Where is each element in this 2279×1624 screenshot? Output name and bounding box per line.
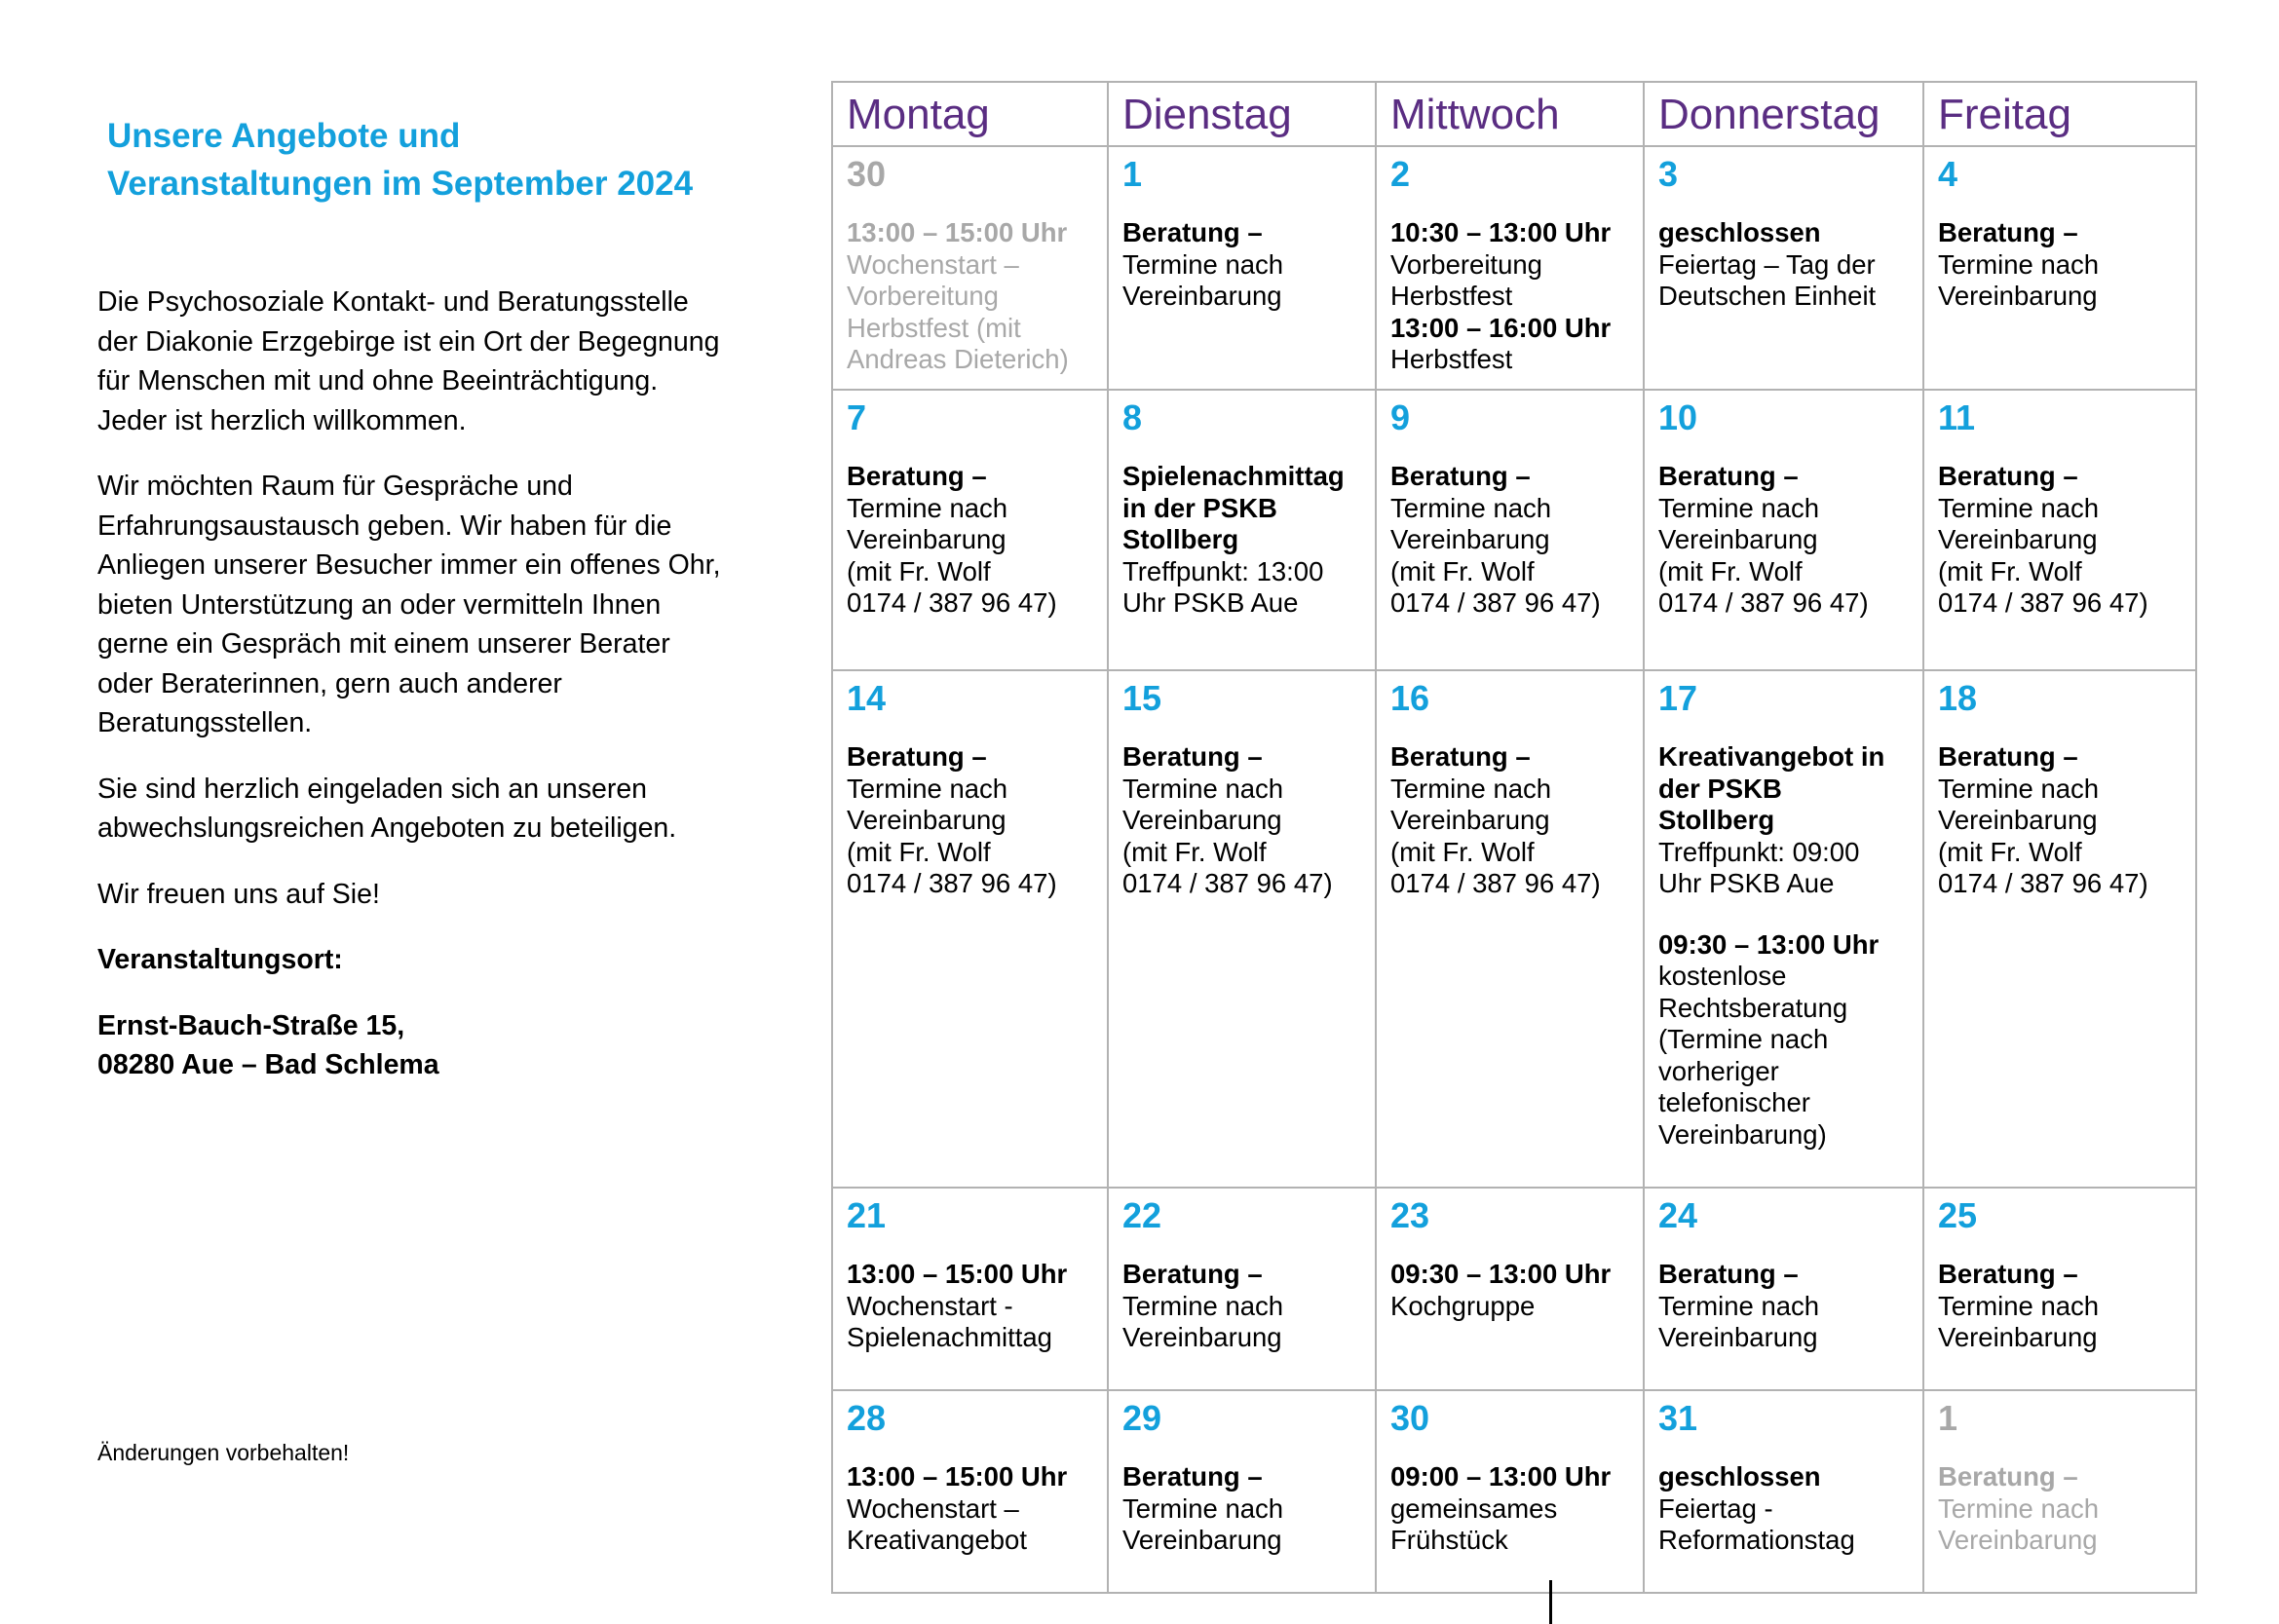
event-detail: Kochgruppe bbox=[1390, 1290, 1536, 1321]
day-number: 30 bbox=[1390, 1398, 1430, 1438]
event-title: 13:00 – 16:00 Uhr bbox=[1390, 312, 1612, 343]
event-detail: vorheriger bbox=[1658, 1055, 1779, 1086]
venue-label: Veranstaltungsort: bbox=[97, 944, 343, 975]
event-detail: Vereinbarung bbox=[1390, 524, 1550, 554]
event-detail: Vereinbarung bbox=[1938, 524, 2098, 554]
event-detail: Vereinbarung) bbox=[1658, 1118, 1827, 1150]
day-number: 16 bbox=[1390, 678, 1430, 718]
event-detail: Termine nach bbox=[1658, 1290, 1820, 1321]
day-number: 30 bbox=[847, 154, 887, 194]
day-number: 18 bbox=[1938, 678, 1978, 718]
event-title: 09:30 – 13:00 Uhr bbox=[1390, 1259, 1612, 1289]
event-title: geschlossen bbox=[1658, 217, 1821, 247]
event-detail: Vereinbarung bbox=[1122, 1525, 1282, 1555]
day-number: 25 bbox=[1938, 1195, 1978, 1235]
calendar-table bbox=[831, 81, 2197, 1594]
calendar-day-cell bbox=[1923, 1188, 2196, 1390]
calendar-day-cell bbox=[1923, 390, 2196, 670]
event-detail: Termine nach bbox=[847, 492, 1008, 523]
event-detail: Termine nach bbox=[1390, 773, 1552, 804]
event-detail: Vereinbarung bbox=[1938, 805, 2098, 835]
event-detail: (mit Fr. Wolf bbox=[1658, 555, 1803, 586]
event-detail: Termine nach bbox=[1122, 1290, 1284, 1321]
calendar-day-cell bbox=[832, 1188, 1108, 1390]
event-detail: Wochenstart – bbox=[847, 248, 1019, 280]
event-title: Beratung – bbox=[1938, 741, 2078, 772]
address-line-1: Ernst-Bauch-Straße 15, bbox=[97, 1009, 405, 1041]
event-detail: 0174 / 387 96 47) bbox=[1122, 868, 1333, 898]
event-detail: Herbstfest bbox=[1390, 281, 1513, 311]
calendar-day-cell bbox=[1108, 1188, 1376, 1390]
day-number: 14 bbox=[847, 678, 887, 718]
calendar-day-cell bbox=[1376, 670, 1644, 1188]
event-detail: Herbstfest bbox=[1390, 344, 1513, 374]
event-title: Beratung – bbox=[1122, 1259, 1263, 1289]
day-number: 1 bbox=[1122, 154, 1143, 194]
day-number: 31 bbox=[1658, 1398, 1698, 1438]
header-dienstag: Dienstag bbox=[1108, 82, 1376, 146]
event-detail: Vereinbarung bbox=[1122, 1322, 1282, 1352]
event-title: Kreativangebot in bbox=[1658, 741, 1885, 772]
calendar-week-row bbox=[832, 146, 2196, 390]
event-detail: (Termine nach bbox=[1658, 1024, 1829, 1054]
intro-paragraph-3: Sie sind herzlich eingeladen sich an unseren abwechslungsreichen Angeboten zu beteiligen. bbox=[97, 773, 677, 844]
event-title: Stollberg bbox=[1122, 524, 1239, 554]
calendar-day-cell bbox=[1923, 146, 2196, 390]
day-number: 22 bbox=[1122, 1195, 1162, 1235]
day-number: 8 bbox=[1122, 397, 1143, 437]
header-donnerstag: Donnerstag bbox=[1644, 82, 1923, 146]
event-detail: Termine nach bbox=[1122, 1492, 1284, 1524]
event-detail: Termine nach bbox=[1938, 1492, 2100, 1524]
event-detail: Andreas Dieterich) bbox=[847, 344, 1069, 374]
day-number: 24 bbox=[1658, 1195, 1698, 1235]
calendar-day-cell bbox=[1376, 390, 1644, 670]
event-detail: Uhr PSKB Aue bbox=[1658, 868, 1835, 898]
event-detail: (mit Fr. Wolf bbox=[1938, 836, 2082, 867]
day-number: 17 bbox=[1658, 678, 1698, 718]
event-title: Beratung – bbox=[1938, 217, 2078, 247]
event-detail: 0174 / 387 96 47) bbox=[1938, 868, 2148, 898]
calendar-day-cell bbox=[1108, 1390, 1376, 1593]
page-title bbox=[107, 112, 789, 208]
calendar-day-cell bbox=[832, 670, 1108, 1188]
address-line-2: 08280 Aue – Bad Schlema bbox=[97, 1049, 439, 1080]
event-title: in der PSKB bbox=[1122, 492, 1277, 523]
event-detail: Wochenstart – bbox=[847, 1492, 1019, 1524]
event-detail: 0174 / 387 96 47) bbox=[1390, 587, 1601, 618]
intro-paragraph-4: Wir freuen uns auf Sie! bbox=[97, 878, 380, 910]
event-detail: (mit Fr. Wolf bbox=[847, 555, 991, 586]
day-number: 28 bbox=[847, 1398, 887, 1438]
header-freitag: Freitag bbox=[1923, 82, 2196, 146]
event-detail: Treffpunkt: 13:00 bbox=[1122, 555, 1324, 586]
event-title: Beratung – bbox=[1122, 217, 1263, 247]
calendar-header-row bbox=[832, 82, 2196, 146]
event-detail: Kreativangebot bbox=[847, 1525, 1027, 1555]
event-detail: Termine nach bbox=[1938, 248, 2100, 280]
calendar-day-cell bbox=[1376, 1188, 1644, 1390]
event-detail: Termine nach bbox=[1122, 248, 1284, 280]
event-detail: Feiertag – Tag der bbox=[1658, 248, 1876, 280]
event-detail: (mit Fr. Wolf bbox=[1390, 555, 1535, 586]
calendar-day-cell bbox=[1644, 670, 1923, 1188]
event-title: 13:00 – 15:00 Uhr bbox=[847, 1461, 1068, 1492]
event-title: Beratung – bbox=[1390, 461, 1531, 491]
event-detail: 0174 / 387 96 47) bbox=[847, 587, 1057, 618]
event-title: Beratung – bbox=[1938, 461, 2078, 491]
event-detail: Deutschen Einheit bbox=[1658, 281, 1877, 311]
calendar-day-cell bbox=[1923, 670, 2196, 1188]
event-detail: Vereinbarung bbox=[1122, 281, 1282, 311]
day-number: 3 bbox=[1658, 154, 1679, 194]
event-detail: 0174 / 387 96 47) bbox=[1390, 868, 1601, 898]
event-title: 09:30 – 13:00 Uhr bbox=[1658, 928, 1880, 960]
event-detail: Reformationstag bbox=[1658, 1525, 1855, 1555]
calendar-body bbox=[832, 146, 2196, 1593]
day-number: 21 bbox=[847, 1195, 887, 1235]
event-title: 13:00 – 15:00 Uhr bbox=[847, 217, 1068, 247]
event-detail: Wochenstart - bbox=[847, 1290, 1013, 1321]
title-line-1: Unsere Angebote und bbox=[107, 117, 461, 155]
calendar-day-cell bbox=[1108, 146, 1376, 390]
event-detail: Termine nach bbox=[1390, 492, 1552, 523]
day-number: 10 bbox=[1658, 397, 1698, 437]
header-mittwoch: Mittwoch bbox=[1376, 82, 1644, 146]
event-detail: (mit Fr. Wolf bbox=[1390, 836, 1535, 867]
event-title: Beratung – bbox=[1122, 741, 1263, 772]
event-title: Beratung – bbox=[1938, 1461, 2078, 1492]
event-detail: Vereinbarung bbox=[847, 524, 1007, 554]
calendar-day-cell bbox=[1644, 1188, 1923, 1390]
day-number: 29 bbox=[1122, 1398, 1162, 1438]
event-title: der PSKB bbox=[1658, 773, 1782, 804]
event-detail: 0174 / 387 96 47) bbox=[1658, 587, 1869, 618]
event-detail: Vereinbarung bbox=[1390, 805, 1550, 835]
title-line-2: Veranstaltungen im September 2024 bbox=[107, 165, 694, 203]
event-detail: kostenlose bbox=[1658, 961, 1787, 991]
day-number: 2 bbox=[1390, 154, 1411, 194]
event-detail: (mit Fr. Wolf bbox=[1938, 555, 2082, 586]
event-title: Beratung – bbox=[1658, 1259, 1799, 1289]
header-montag: Montag bbox=[832, 82, 1108, 146]
intro-paragraph-2: Wir möchten Raum für Gespräche und Erfahrungsaustausch geben. Wir haben für die Anliegen unserer Besucher immer ein offenes Ohr, bieten Unterstützung an oder vermitteln Ihnen gerne ein Gespräch mit einem unserer Berater oder Beraterinnen, gern auch anderer Beratungsstellen. bbox=[97, 471, 721, 738]
day-number: 7 bbox=[847, 397, 867, 437]
event-detail: Spielenachmittag bbox=[847, 1322, 1052, 1352]
event-detail: Vorbereitung bbox=[847, 281, 999, 311]
event-detail: Feiertag - bbox=[1658, 1492, 1773, 1524]
calendar-day-cell bbox=[832, 146, 1108, 390]
calendar-day-cell bbox=[1923, 1390, 2196, 1593]
event-detail: Rechtsberatung bbox=[1658, 992, 1848, 1023]
event-detail: Vereinbarung bbox=[1658, 1322, 1818, 1352]
event-title: Beratung – bbox=[847, 741, 987, 772]
event-detail: Termine nach bbox=[1122, 773, 1284, 804]
event-detail: Vereinbarung bbox=[1938, 1322, 2098, 1352]
event-detail: Termine nach bbox=[1938, 492, 2100, 523]
event-detail: 0174 / 387 96 47) bbox=[847, 868, 1057, 898]
event-spacer bbox=[1658, 900, 1913, 929]
day-number: 4 bbox=[1938, 154, 1958, 194]
event-detail: Termine nach bbox=[1938, 773, 2100, 804]
calendar-week-row bbox=[832, 1390, 2196, 1593]
event-detail: Termine nach bbox=[1658, 492, 1820, 523]
event-detail: 0174 / 387 96 47) bbox=[1938, 587, 2148, 618]
day-number: 9 bbox=[1390, 397, 1411, 437]
cut-mark bbox=[1549, 1580, 1552, 1624]
calendar-day-cell bbox=[1108, 670, 1376, 1188]
calendar-day-cell bbox=[832, 390, 1108, 670]
day-number: 15 bbox=[1122, 678, 1162, 718]
event-detail: Vereinbarung bbox=[1938, 1525, 2098, 1555]
event-title: geschlossen bbox=[1658, 1461, 1821, 1492]
event-title: 10:30 – 13:00 Uhr bbox=[1390, 217, 1612, 247]
event-detail: Frühstück bbox=[1390, 1525, 1508, 1555]
event-detail: Termine nach bbox=[1938, 1290, 2100, 1321]
event-detail: (mit Fr. Wolf bbox=[1122, 836, 1267, 867]
event-detail: Vereinbarung bbox=[1658, 524, 1818, 554]
event-detail: Herbstfest (mit bbox=[847, 312, 1021, 343]
calendar-day-cell bbox=[1644, 390, 1923, 670]
event-title: Beratung – bbox=[1938, 1259, 2078, 1289]
event-detail: Vorbereitung bbox=[1390, 248, 1542, 280]
event-title: Beratung – bbox=[847, 461, 987, 491]
calendar-week-row bbox=[832, 1188, 2196, 1390]
calendar-day-cell bbox=[832, 1390, 1108, 1593]
calendar-day-cell bbox=[1376, 146, 1644, 390]
day-number: 11 bbox=[1938, 397, 1976, 437]
event-detail: Treffpunkt: 09:00 bbox=[1658, 836, 1860, 867]
calendar-day-cell bbox=[1376, 1390, 1644, 1593]
calendar-day-cell bbox=[1108, 390, 1376, 670]
day-number: 1 bbox=[1938, 1398, 1958, 1438]
event-title: Beratung – bbox=[1122, 1461, 1263, 1492]
intro-paragraph-1: Die Psychosoziale Kontakt- und Beratungsstelle der Diakonie Erzgebirge ist ein Ort der Begegnung für Menschen mit und ohne Beeinträchtigung. Jeder ist herzlich willkommen. bbox=[97, 286, 720, 436]
day-number: 23 bbox=[1390, 1195, 1430, 1235]
calendar-week-row bbox=[832, 390, 2196, 670]
venue-address bbox=[97, 1006, 721, 1085]
event-title: Beratung – bbox=[1658, 461, 1799, 491]
event-title: Beratung – bbox=[1390, 741, 1531, 772]
event-detail: telefonischer bbox=[1658, 1087, 1810, 1117]
event-detail: Vereinbarung bbox=[1938, 281, 2098, 311]
calendar-day-cell bbox=[1644, 146, 1923, 390]
intro-text bbox=[97, 283, 721, 1112]
event-detail: Uhr PSKB Aue bbox=[1122, 587, 1299, 618]
event-detail: Vereinbarung bbox=[1122, 805, 1282, 835]
event-title: 13:00 – 15:00 Uhr bbox=[847, 1259, 1068, 1289]
event-detail: gemeinsames bbox=[1390, 1492, 1558, 1524]
event-detail: Vereinbarung bbox=[847, 805, 1007, 835]
calendar-week-row bbox=[832, 670, 2196, 1188]
event-detail: (mit Fr. Wolf bbox=[847, 836, 991, 867]
event-title: Spielenachmittag bbox=[1122, 461, 1345, 491]
calendar-day-cell bbox=[1644, 1390, 1923, 1593]
event-title: Stollberg bbox=[1658, 805, 1775, 835]
event-detail: Termine nach bbox=[847, 773, 1008, 804]
event-title: 09:00 – 13:00 Uhr bbox=[1390, 1461, 1612, 1492]
changes-note: Änderungen vorbehalten! bbox=[97, 1440, 350, 1465]
